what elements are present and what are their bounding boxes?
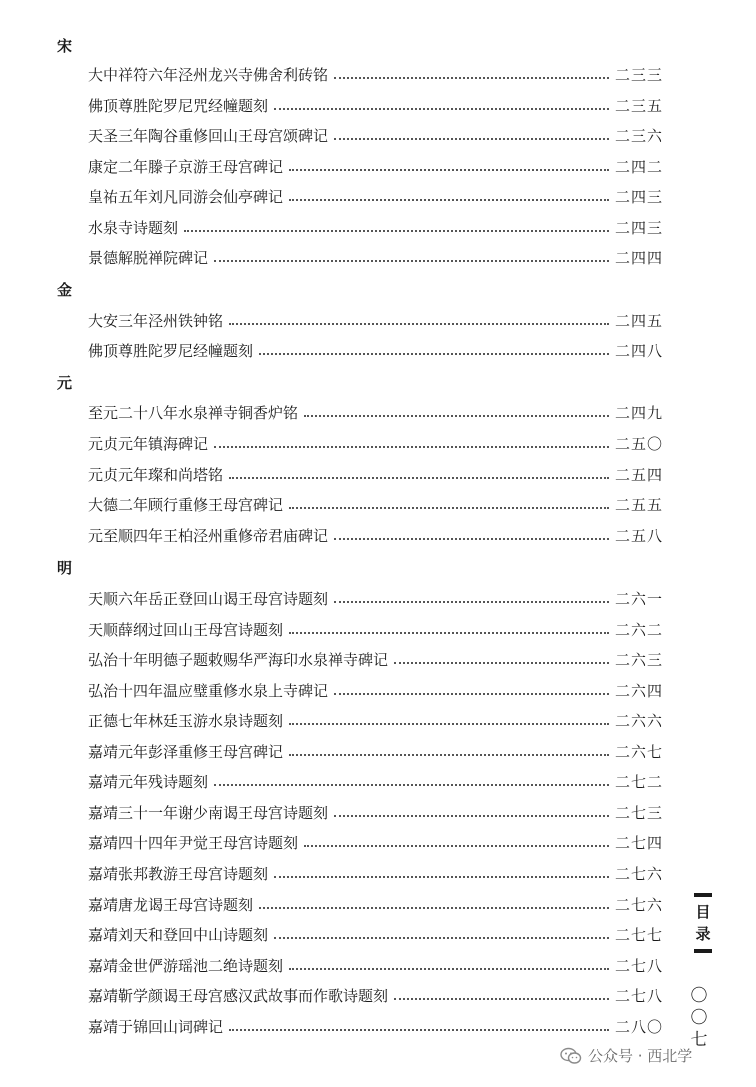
entry-page: 二七三: [614, 804, 663, 822]
entry-page: 二七八: [614, 957, 663, 975]
entry-title: 水泉寺诗题刻: [88, 219, 179, 237]
toc-entry: [88, 217, 663, 239]
entry-title: 至元二十八年水泉禅寺铜香炉铭: [88, 404, 299, 422]
entry-title: 嘉靖靳学颜谒王母宫感汉武故事而作歌诗题刻: [88, 987, 389, 1005]
entry-title: 嘉靖三十一年谢少南谒王母宫诗题刻: [88, 804, 329, 822]
entry-title: 大中祥符六年泾州龙兴寺佛舍利砖铭: [88, 66, 329, 84]
toc-entry: [88, 494, 663, 516]
page-number-char: 〇: [690, 986, 708, 1006]
toc-entry: [88, 924, 663, 946]
entry-title: 弘治十年明德子题敕赐华严海印水泉禅寺碑记: [88, 651, 389, 669]
leader-dots: [259, 906, 609, 909]
toc-entry: [88, 464, 663, 486]
page-number-char: 七: [690, 1030, 708, 1050]
entry-title: 嘉靖四十四年尹觉王母宫诗题刻: [88, 834, 299, 852]
entry-title: 嘉靖唐龙谒王母宫诗题刻: [88, 896, 254, 914]
entry-page: 二五五: [614, 496, 663, 514]
leader-dots: [289, 967, 609, 970]
entry-title: 康定二年滕子京游王母宫碑记: [88, 158, 284, 176]
entry-title: 天圣三年陶谷重修回山王母宫颂碑记: [88, 127, 329, 145]
side-section-label: [690, 893, 716, 953]
leader-dots: [214, 259, 609, 262]
leader-dots: [184, 229, 609, 232]
entry-title: 嘉靖金世俨游瑶池二绝诗题刻: [88, 957, 284, 975]
watermark-text: 公众号 · 西北学: [588, 1047, 693, 1065]
toc-entry: [88, 955, 663, 977]
toc-entry: [88, 1016, 663, 1038]
toc-entry: [88, 985, 663, 1007]
bracket-mark: [694, 949, 712, 953]
entry-title: 皇祐五年刘凡同游会仙亭碑记: [88, 188, 284, 206]
leader-dots: [214, 783, 609, 786]
toc-entry: [88, 310, 663, 332]
toc-entry: [88, 588, 663, 610]
leader-dots: [289, 198, 609, 201]
page-number-char: 〇: [690, 1008, 708, 1028]
section-heading-song: 宋: [57, 37, 73, 55]
entry-page: 二四九: [614, 404, 663, 422]
leader-dots: [289, 506, 609, 509]
leader-dots: [289, 722, 609, 725]
toc-entry: [88, 433, 663, 455]
leader-dots: [334, 76, 609, 79]
section-heading-ming: 明: [57, 559, 73, 577]
toc-entry: [88, 525, 663, 547]
leader-dots: [274, 107, 609, 110]
entry-page: 二四二: [614, 158, 663, 176]
leader-dots: [334, 814, 609, 817]
entry-page: 二五〇: [614, 435, 663, 453]
entry-page: 二六七: [614, 743, 663, 761]
toc-entry: [88, 894, 663, 916]
toc-entry: [88, 802, 663, 824]
entry-page: 二五八: [614, 527, 663, 545]
entry-page: 二五四: [614, 466, 663, 484]
entry-title: 元至顺四年王柏泾州重修帝君庙碑记: [88, 527, 329, 545]
leader-dots: [394, 661, 609, 664]
toc-entry: [88, 247, 663, 269]
entry-page: 二七二: [614, 773, 663, 791]
bracket-mark: [694, 893, 712, 897]
section-heading-yuan: 元: [57, 374, 73, 392]
entry-page: 二三三: [614, 66, 663, 84]
entry-title: 嘉靖于锦回山词碑记: [88, 1018, 224, 1036]
entry-title: 佛顶尊胜陀罗尼经幢题刻: [88, 342, 254, 360]
entry-title: 元贞元年镇海碑记: [88, 435, 209, 453]
toc-entry: [88, 710, 663, 732]
leader-dots: [274, 936, 609, 939]
toc-entry: [88, 125, 663, 147]
entry-page: 二六四: [614, 682, 663, 700]
entry-page: 二六三: [614, 651, 663, 669]
toc-entry: [88, 186, 663, 208]
entry-title: 天顺六年岳正登回山谒王母宫诗题刻: [88, 590, 329, 608]
entry-title: 景德解脱禅院碑记: [88, 249, 209, 267]
entry-page: 二四五: [614, 312, 663, 330]
toc-entry: [88, 741, 663, 763]
side-label-char: 目: [695, 903, 711, 921]
entry-page: 二三六: [614, 127, 663, 145]
entry-page: 二八〇: [614, 1018, 663, 1036]
leader-dots: [214, 445, 609, 448]
leader-dots: [304, 414, 609, 417]
toc-entry: [88, 680, 663, 702]
entry-page: 二六二: [614, 621, 663, 639]
entry-page: 二七六: [614, 896, 663, 914]
leader-dots: [289, 168, 609, 171]
toc-entry: [88, 402, 663, 424]
entry-title: 嘉靖刘天和登回中山诗题刻: [88, 926, 269, 944]
entry-title: 正德七年林廷玉游水泉诗题刻: [88, 712, 284, 730]
entry-page: 二四四: [614, 249, 663, 267]
entry-title: 天顺薛纲过回山王母宫诗题刻: [88, 621, 284, 639]
toc-entry: [88, 771, 663, 793]
toc-entry: [88, 619, 663, 641]
entry-page: 二六一: [614, 590, 663, 608]
leader-dots: [394, 997, 609, 1000]
entry-page: 二四八: [614, 342, 663, 360]
leader-dots: [334, 692, 609, 695]
entry-title: 元贞元年璨和尚塔铭: [88, 466, 224, 484]
wechat-icon: [560, 1047, 582, 1065]
page-number: [688, 985, 710, 1051]
toc-entry: [88, 340, 663, 362]
entry-page: 二四三: [614, 188, 663, 206]
entry-page: 二三五: [614, 97, 663, 115]
entry-page: 二七八: [614, 987, 663, 1005]
leader-dots: [229, 476, 609, 479]
leader-dots: [259, 352, 609, 355]
entry-page: 二四三: [614, 219, 663, 237]
entry-page: 二七六: [614, 865, 663, 883]
entry-title: 嘉靖张邦教游王母宫诗题刻: [88, 865, 269, 883]
leader-dots: [334, 537, 609, 540]
leader-dots: [229, 1028, 609, 1031]
entry-title: 大德二年顾行重修王母宫碑记: [88, 496, 284, 514]
entry-page: 二六六: [614, 712, 663, 730]
side-label-char: 录: [695, 925, 711, 943]
section-heading-jin: 金: [57, 281, 73, 299]
leader-dots: [289, 631, 609, 634]
leader-dots: [274, 875, 609, 878]
entry-title: 弘治十四年温应璧重修水泉上寺碑记: [88, 682, 329, 700]
watermark: [560, 1045, 692, 1066]
entry-page: 二七七: [614, 926, 663, 944]
entry-title: 大安三年泾州铁钟铭: [88, 312, 224, 330]
toc-entry: [88, 832, 663, 854]
entry-title: 嘉靖元年残诗题刻: [88, 773, 209, 791]
toc-entry: [88, 95, 663, 117]
leader-dots: [334, 600, 609, 603]
leader-dots: [304, 844, 609, 847]
entry-title: 嘉靖元年彭泽重修王母宫碑记: [88, 743, 284, 761]
toc-entry: [88, 156, 663, 178]
entry-title: 佛顶尊胜陀罗尼咒经幢题刻: [88, 97, 269, 115]
toc-entry: [88, 863, 663, 885]
entry-page: 二七四: [614, 834, 663, 852]
leader-dots: [289, 753, 609, 756]
leader-dots: [229, 322, 609, 325]
leader-dots: [334, 137, 609, 140]
toc-entry: [88, 649, 663, 671]
toc-entry: [88, 64, 663, 86]
